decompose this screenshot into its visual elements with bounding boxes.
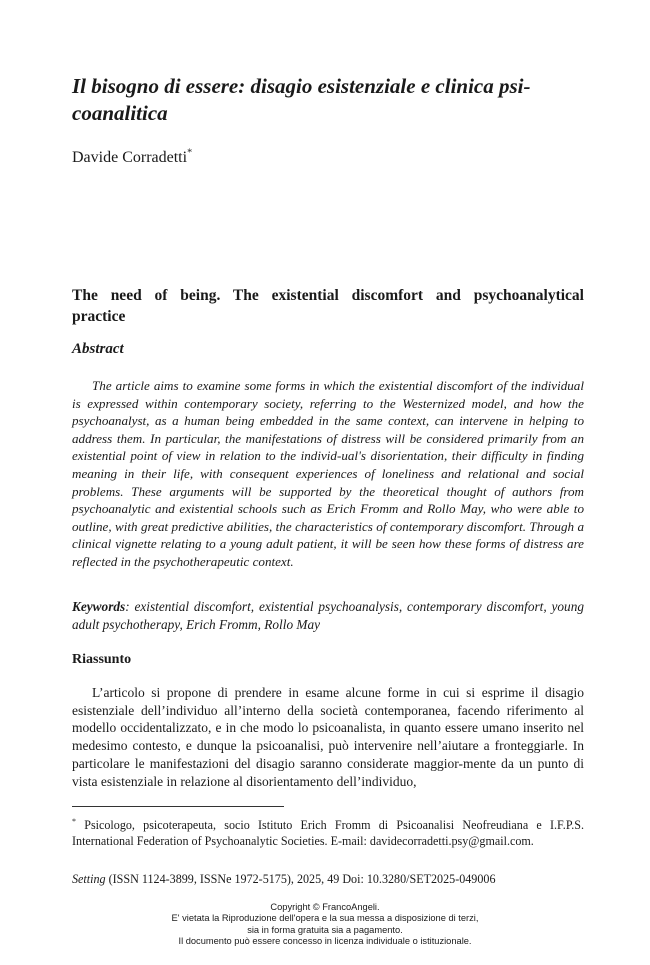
copyright-notice: [0, 902, 650, 947]
footnote-mark: *: [72, 816, 76, 826]
citation-line: [72, 871, 584, 887]
article-title-line1: Il bisogno di essere: disagio esistenziale e clinica psi-: [72, 74, 531, 98]
abstract-heading: Abstract: [72, 341, 124, 357]
riassunto-heading: Riassunto: [72, 652, 132, 667]
copyright-line1: Copyright © FrancoAngeli.: [270, 902, 380, 912]
riassunto-text: L’articolo si propone di prendere in esame alcune forme in cui si esprime il disagio esistenziale dell’individuo all’interno della società contemporanea, facendo riferimento al modello occidentalizzato, e in che modo lo psicoanalista, in quanto essere umano inserito nel medesimo contesto, e dunque la psicoanalisi, può intervenire nell’aiutare a fronteggiarle. In particolare le manifestazioni del disagio saranno considerate maggior-mente da un punto di vista esistenziale in relazione al disorientamento dell’individuo,: [72, 685, 584, 789]
footnote-text: Psicologo, psicoterapeuta, socio Istituto Erich Fromm di Psicoanalisi Neofreudiana e I.F.P.S. International Federation of Psychoanalytic Societies. E-mail: davidecorradetti.psy@gmail.com.: [72, 818, 584, 848]
author-footnote-mark: *: [187, 147, 193, 159]
author-line: [72, 148, 192, 168]
copyright-line4: Il documento può essere concesso in licenza individuale o istituzionale.: [178, 935, 472, 946]
article-title: [72, 73, 584, 127]
copyright-line3: sia in forma gratuita sia a pagamento.: [247, 924, 403, 935]
copyright-line2: E' vietata la Riproduzione dell'opera e la sua messa a disposizione di terzi,: [171, 913, 479, 924]
keywords-label: Keywords: [72, 599, 126, 614]
english-title-line2: practice: [72, 308, 126, 325]
keywords-text: : existential discomfort, existential psychoanalysis, contemporary discomfort, young adult psychotherapy, Erich Fromm, Rollo May: [72, 599, 584, 632]
keywords-paragraph: [72, 598, 584, 633]
english-title: [72, 285, 584, 327]
author-name: Davide Corradetti: [72, 149, 188, 166]
english-title-line1: The need of being. The existential discomfort and psychoanalytical: [72, 287, 584, 304]
journal-name: Setting: [72, 872, 106, 886]
abstract-text: The article aims to examine some forms in which the existential discomfort of the individual is expressed within contemporary society, referring to the Westernized model, and how the psychoanalyst, as a human being embedded in the same context, can intervene in helping to address them. In particular, the manifestations of distress will be considered primarily from an existential point of view in relation to the individ-ual's disorientation, their difficulty in finding meaning in their life, with consequent experiences of loneliness and relational and social problems. These arguments will be supported by the theoretical thought of authors from psychoanalytic and existential schools such as Erich Fromm and Rollo May, who were able to outline, with great predictive abilities, the characteristics of contemporary discomfort. Through a clinical vignette relating to a young adult patient, it will be seen how these forms of distress are reflected in the psychotherapeutic context.: [72, 378, 584, 569]
citation-details: (ISSN 1124-3899, ISSNe 1972-5175), 2025, 49 Doi: 10.3280/SET2025-049006: [105, 872, 496, 886]
paper-page: [72, 0, 584, 965]
article-title-line2: coanalitica: [72, 101, 168, 125]
footnote-divider: [72, 806, 284, 807]
author-footnote: [72, 817, 584, 849]
